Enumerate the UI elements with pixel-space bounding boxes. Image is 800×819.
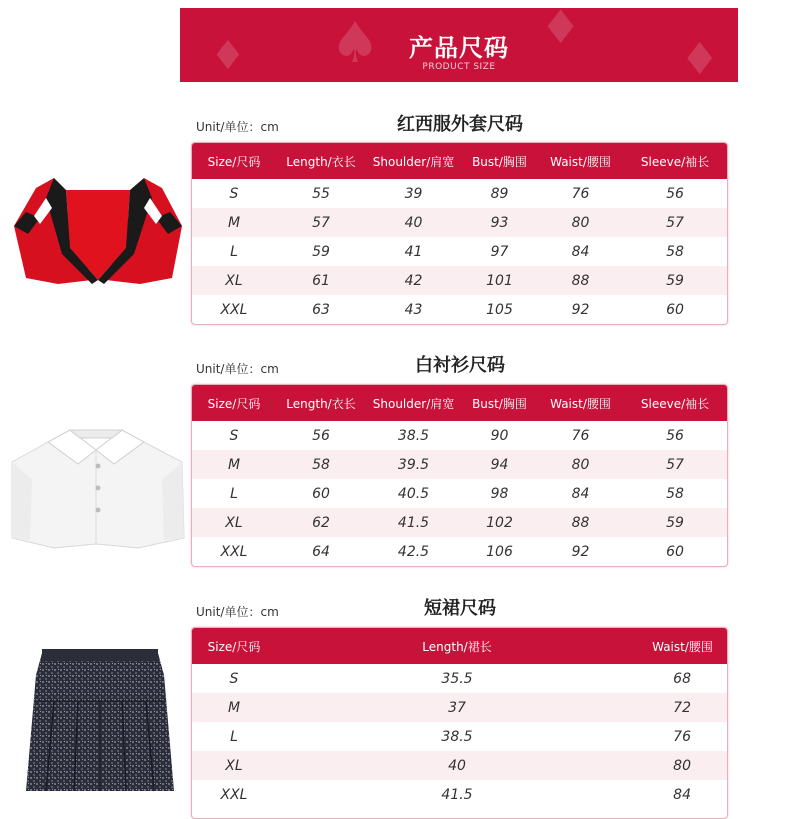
section-title: 短裙尺码 xyxy=(424,598,496,619)
table-cell: L xyxy=(230,485,238,502)
column-header: Length/衣长 xyxy=(286,154,356,169)
table-cell: 101 xyxy=(486,272,513,289)
white-shirt-image xyxy=(8,420,186,550)
table-cell: XXL xyxy=(220,786,248,803)
diamond-icon: ♦ xyxy=(540,8,582,54)
table-header xyxy=(192,385,727,421)
table-cell: 40 xyxy=(448,757,466,774)
page-title: 产品尺码 xyxy=(409,34,509,62)
table-cell: S xyxy=(229,185,239,202)
table-cell: 94 xyxy=(490,456,509,473)
table-header xyxy=(192,628,727,664)
table-cell: 88 xyxy=(571,272,590,289)
table-row xyxy=(192,295,727,324)
table-cell: XL xyxy=(225,514,243,531)
red-blazer-image xyxy=(6,168,190,292)
column-header: Size/尺码 xyxy=(207,154,261,169)
table-cell: 57 xyxy=(666,214,684,231)
column-header: Waist/腰围 xyxy=(550,396,611,411)
section-title: 红西服外套尺码 xyxy=(397,114,523,135)
table-cell: S xyxy=(229,427,239,444)
table-cell: 76 xyxy=(571,427,590,444)
column-header: Sleeve/袖长 xyxy=(640,154,710,169)
table-cell: M xyxy=(227,456,241,473)
table-cell: 59 xyxy=(666,272,684,289)
table-cell: 63 xyxy=(312,301,330,318)
column-header: Sleeve/袖长 xyxy=(640,396,710,411)
table-cell: 80 xyxy=(571,214,590,231)
table-cell: 92 xyxy=(571,543,590,560)
table-row xyxy=(192,664,727,693)
unit-label: Unit/单位：cm xyxy=(196,605,279,619)
table-cell: 58 xyxy=(666,485,684,502)
table-cell: 98 xyxy=(490,485,509,502)
table-cell: 39 xyxy=(404,185,423,202)
table-cell: 56 xyxy=(666,185,684,202)
table-row xyxy=(192,722,727,751)
table-cell: XXL xyxy=(220,543,248,560)
size-table-blazer xyxy=(191,142,728,325)
table-cell: 58 xyxy=(666,243,684,260)
table-cell: 41.5 xyxy=(441,786,473,803)
table-cell: 61 xyxy=(312,272,330,289)
table-cell: 37 xyxy=(448,699,466,716)
table-cell: 76 xyxy=(673,728,691,745)
table-row xyxy=(192,266,727,295)
spade-icon: ♠ xyxy=(330,11,381,76)
table-header xyxy=(192,143,727,179)
table-row xyxy=(192,179,727,208)
column-header: Shoulder/肩宽 xyxy=(372,396,455,411)
table-cell: 89 xyxy=(490,185,509,202)
table-cell: 59 xyxy=(312,243,330,260)
unit-label: Unit/单位：cm xyxy=(196,120,279,134)
table-cell: 41.5 xyxy=(397,514,430,531)
section-title: 白衬衫尺码 xyxy=(415,355,505,376)
diamond-icon: ♦ xyxy=(680,34,720,82)
column-header: Bust/胸围 xyxy=(472,154,527,169)
column-header: Bust/胸围 xyxy=(472,396,527,411)
table-cell: 38.5 xyxy=(397,427,430,444)
table-cell: 84 xyxy=(673,786,691,803)
table-cell: 90 xyxy=(490,427,509,444)
table-row xyxy=(192,508,727,537)
table-cell: 64 xyxy=(312,543,330,560)
table-cell: 60 xyxy=(312,485,330,502)
table-cell: 57 xyxy=(666,456,684,473)
table-cell: 105 xyxy=(486,301,513,318)
size-table-skirt xyxy=(191,627,728,819)
table-cell: 92 xyxy=(571,301,590,318)
table-row xyxy=(192,537,727,566)
table-row xyxy=(192,479,727,508)
table-row xyxy=(192,780,727,809)
column-header: Size/尺码 xyxy=(207,639,261,654)
table-cell: 62 xyxy=(312,514,330,531)
table-cell: XL xyxy=(225,272,243,289)
unit-label: Unit/单位：cm xyxy=(196,362,279,376)
table-cell: 42 xyxy=(404,272,423,289)
table-cell: 60 xyxy=(666,301,684,318)
table-cell: 55 xyxy=(312,185,330,202)
table-cell: L xyxy=(230,728,238,745)
column-header: Length/裙长 xyxy=(422,639,492,654)
table-cell: 84 xyxy=(571,485,590,502)
table-cell: 38.5 xyxy=(441,728,473,745)
table-row xyxy=(192,693,727,722)
table-row xyxy=(192,237,727,266)
table-cell: 80 xyxy=(673,757,691,774)
table-cell: 56 xyxy=(312,427,330,444)
column-header: Shoulder/肩宽 xyxy=(372,154,455,169)
column-header: Waist/腰围 xyxy=(550,154,611,169)
table-cell: 35.5 xyxy=(441,670,473,687)
table-cell: M xyxy=(227,699,241,716)
table-cell: 58 xyxy=(312,456,330,473)
column-header: Waist/腰围 xyxy=(652,639,713,654)
table-cell: 80 xyxy=(571,456,590,473)
table-cell: 93 xyxy=(490,214,509,231)
table-cell: 106 xyxy=(486,543,513,560)
table-cell: XL xyxy=(225,757,243,774)
table-cell: 97 xyxy=(490,243,509,260)
header-banner xyxy=(180,8,738,82)
table-row xyxy=(192,421,727,450)
table-cell: 76 xyxy=(571,185,590,202)
table-row xyxy=(192,751,727,780)
plaid-skirt-image xyxy=(24,645,176,795)
size-table-shirt xyxy=(191,384,728,567)
table-cell: 56 xyxy=(666,427,684,444)
table-cell: 43 xyxy=(404,301,423,318)
table-cell: S xyxy=(229,670,239,687)
table-cell: 59 xyxy=(666,514,684,531)
page-subtitle: PRODUCT SIZE xyxy=(422,62,496,72)
column-header: Size/尺码 xyxy=(207,396,261,411)
table-cell: 72 xyxy=(673,699,691,716)
diamond-icon: ♦ xyxy=(210,33,246,79)
table-cell: 60 xyxy=(666,543,684,560)
table-row xyxy=(192,450,727,479)
table-cell: 102 xyxy=(486,514,513,531)
table-cell: 40.5 xyxy=(397,485,430,502)
table-cell: 40 xyxy=(404,214,423,231)
table-cell: 41 xyxy=(404,243,423,260)
table-cell: 42.5 xyxy=(397,543,430,560)
table-row xyxy=(192,208,727,237)
table-cell: 84 xyxy=(571,243,590,260)
table-cell: L xyxy=(230,243,238,260)
table-cell: XXL xyxy=(220,301,248,318)
table-cell: 57 xyxy=(312,214,330,231)
table-cell: 68 xyxy=(673,670,691,687)
table-cell: M xyxy=(227,214,241,231)
column-header: Length/衣长 xyxy=(286,396,356,411)
table-cell: 39.5 xyxy=(397,456,430,473)
table-cell: 88 xyxy=(571,514,590,531)
